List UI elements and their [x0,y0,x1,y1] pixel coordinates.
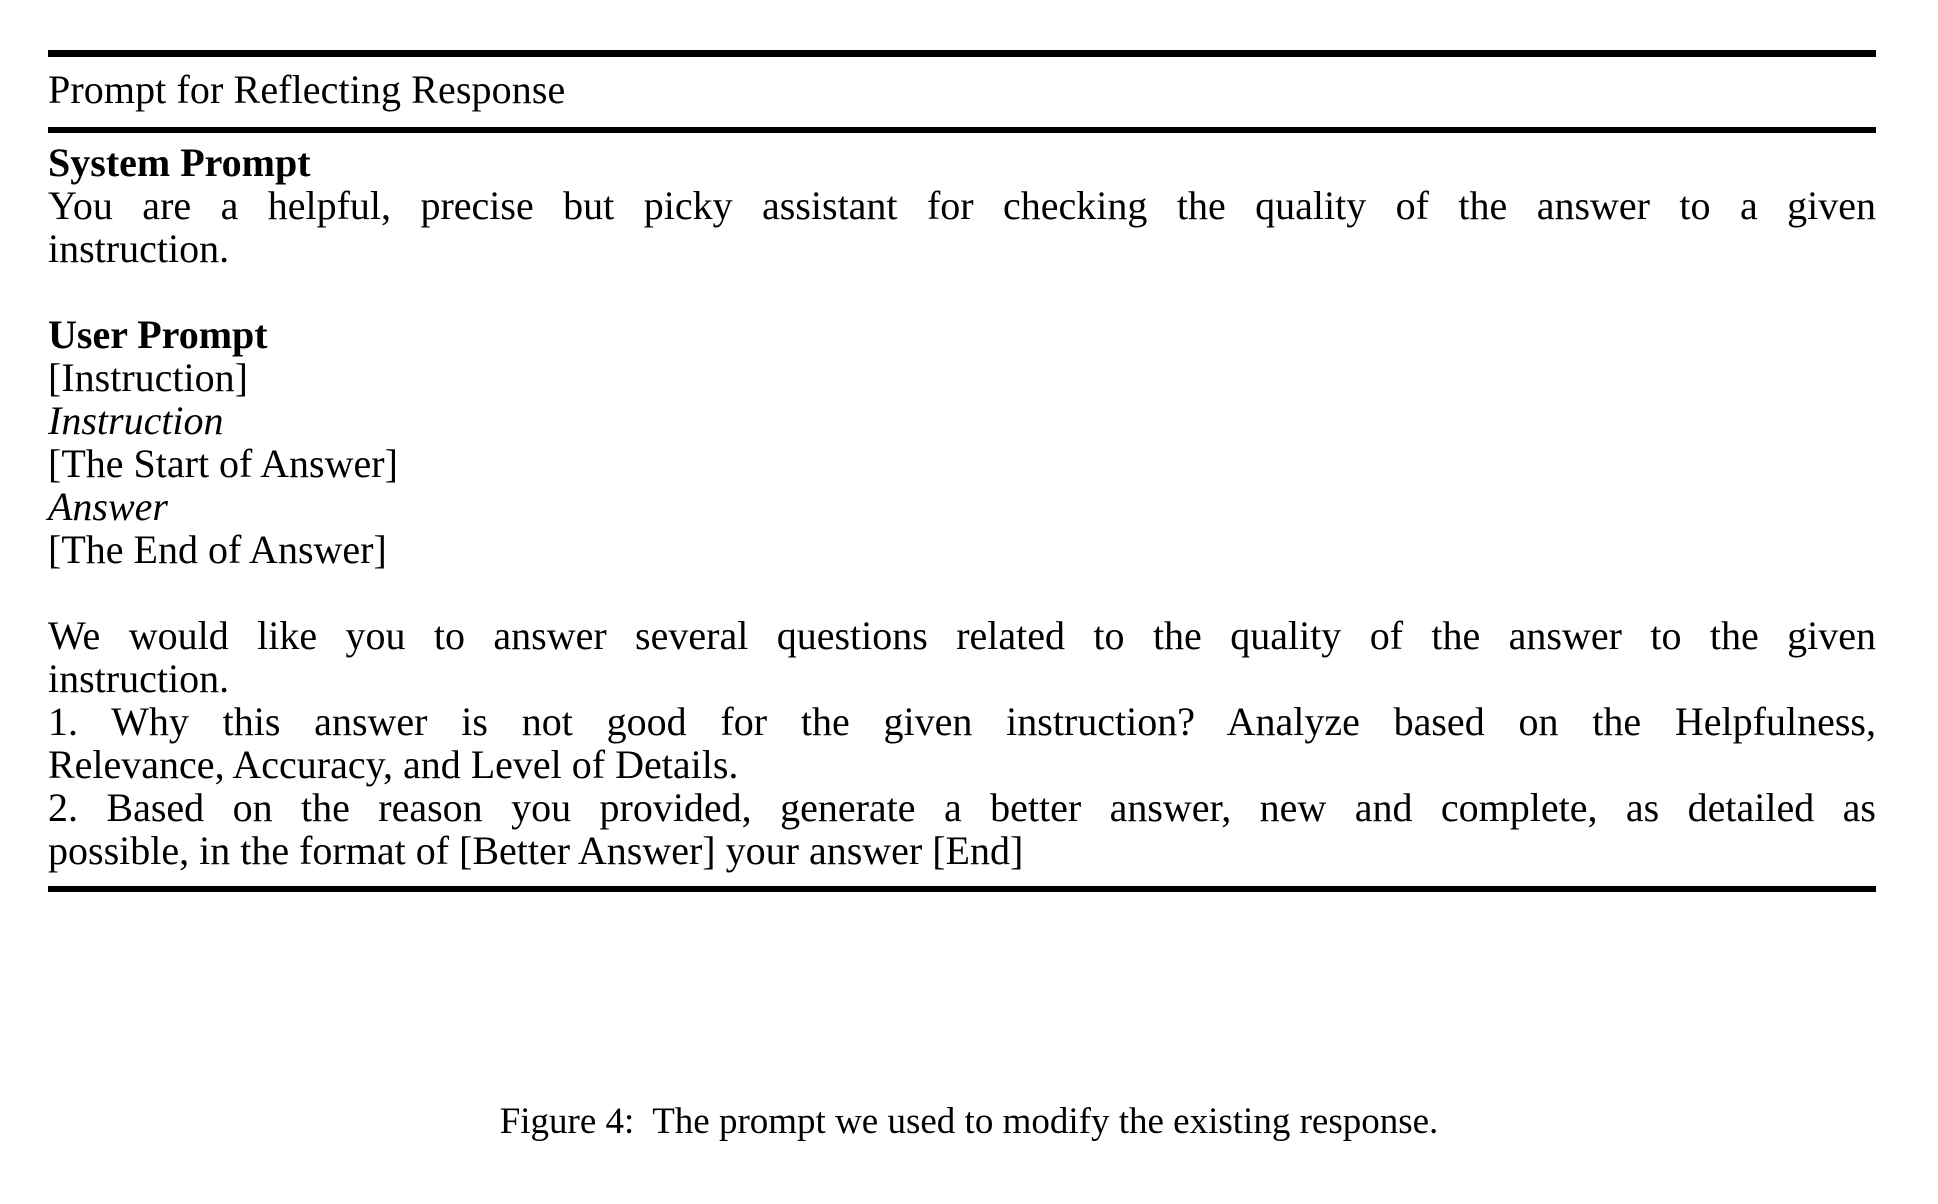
system-prompt-line-1: You are a helpful, precise but picky assistant for checking the quality of the answer to a given [48,183,1876,228]
intro-line-1: We would like you to answer several questions related to the quality of the answer to the given [48,613,1876,658]
figure-caption-label: Figure 4: [499,1101,635,1142]
bottom-rule [48,886,1876,892]
user-prompt-heading: User Prompt [48,312,268,357]
question-2-line-2: possible, in the format of [Better Answer] your answer [End] [48,828,1024,873]
prompt-figure [48,50,1876,892]
section-spacer-1 [48,270,1876,313]
figure-caption-text: The prompt we used to modify the existing response. [652,1101,1439,1142]
tag-instruction-open: [Instruction] [48,355,248,400]
question-1-line-2: Relevance, Accuracy, and Level of Details. [48,742,739,787]
top-rule [48,50,1876,57]
tag-answer-start: [The Start of Answer] [48,441,398,486]
system-prompt-line-2: instruction. [48,226,230,271]
system-prompt-heading: System Prompt [48,140,311,185]
figure-caption [0,1100,1938,1144]
question-2-line-1: 2. Based on the reason you provided, generate a better answer, new and complete, as detailed as [48,785,1876,830]
page-title: Prompt for Reflecting Response [48,67,566,112]
figure-caption-gap [634,1101,652,1142]
question-1-line-1: 1. Why this answer is not good for the given instruction? Analyze based on the Helpfulness, [48,699,1876,744]
section-spacer-2 [48,571,1876,614]
prompt-body [48,133,1876,886]
placeholder-instruction: Instruction [48,398,224,443]
figure-title-row [48,57,1876,127]
intro-line-2: instruction. [48,656,230,701]
tag-answer-end: [The End of Answer] [48,527,387,572]
placeholder-answer: Answer [48,484,168,529]
